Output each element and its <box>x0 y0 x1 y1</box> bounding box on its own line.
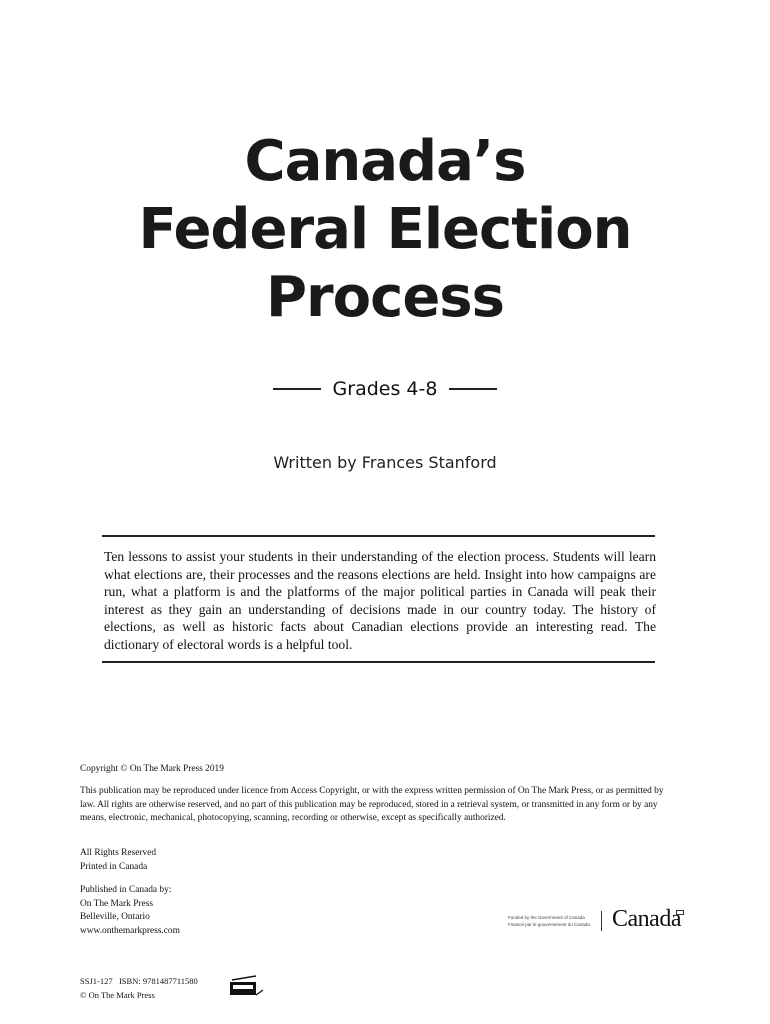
printed-in: Printed in Canada <box>80 861 148 872</box>
logo-separator <box>601 911 602 931</box>
funded-en: Funded by the Government of Canada <box>508 915 585 920</box>
canada-wordmark: Canada <box>612 906 681 932</box>
book-title <box>0 128 770 332</box>
author: Written by Frances Stanford <box>273 453 497 472</box>
funded-by <box>508 914 590 928</box>
right-rule <box>449 388 497 390</box>
title-line-2: Federal Election <box>138 197 632 262</box>
footer <box>80 975 198 1002</box>
publisher-name: On The Mark Press <box>80 898 153 909</box>
photocopier-icon <box>228 975 264 997</box>
rights-reserved: All Rights Reserved <box>80 848 157 858</box>
publisher-heading: Published in Canada by: <box>80 885 172 895</box>
title-line-3: Process <box>266 265 504 330</box>
publisher <box>80 884 180 938</box>
product-code: SSJ1-127 <box>80 976 113 986</box>
copyright: Copyright © On The Mark Press 2019 <box>80 764 224 774</box>
canada-flag-icon <box>676 910 684 915</box>
publisher-location: Belleville, Ontario <box>80 912 150 922</box>
publisher-website[interactable]: www.onthemarkpress.com <box>80 925 180 936</box>
grades-label <box>0 378 770 400</box>
rights <box>80 847 156 874</box>
grades-text: Grades 4-8 <box>332 378 438 400</box>
isbn: ISBN: 9781487711580 <box>118 976 198 986</box>
description: Ten lessons to assist your students in their understanding of the election process. Students will learn what elections are, their processes and the reasons elections are held. Insight into how campaigns are run, what a platform is and the platforms of the major political parties in Canada will peak their interest as they gain an understanding of decisions made in our country today. The history of elections, as well as historic facts about Canadian elections provide an interesting read. The dictionary of electoral words is a helpful tool. <box>104 549 656 652</box>
bottom-divider <box>102 661 655 663</box>
footer-press: © On The Mark Press <box>80 989 155 1000</box>
title-line-1: Canada’s <box>244 129 526 194</box>
top-divider <box>102 535 655 537</box>
left-rule <box>273 388 321 390</box>
funded-fr: Financé par le gouvernement du Canada <box>508 922 590 927</box>
licence-text: This publication may be reproduced under licence from Access Copyright, or with the express written permission of On The Mark Press, or as permitted by law. All rights are otherwise reserved, and no part of this publication may be reproduced, stored in a retrieval system, or transmitted in any form or by any means, electronic, mechanical, photocopying, scanning, recording or otherwise, except as specifically authorized. <box>80 786 664 823</box>
